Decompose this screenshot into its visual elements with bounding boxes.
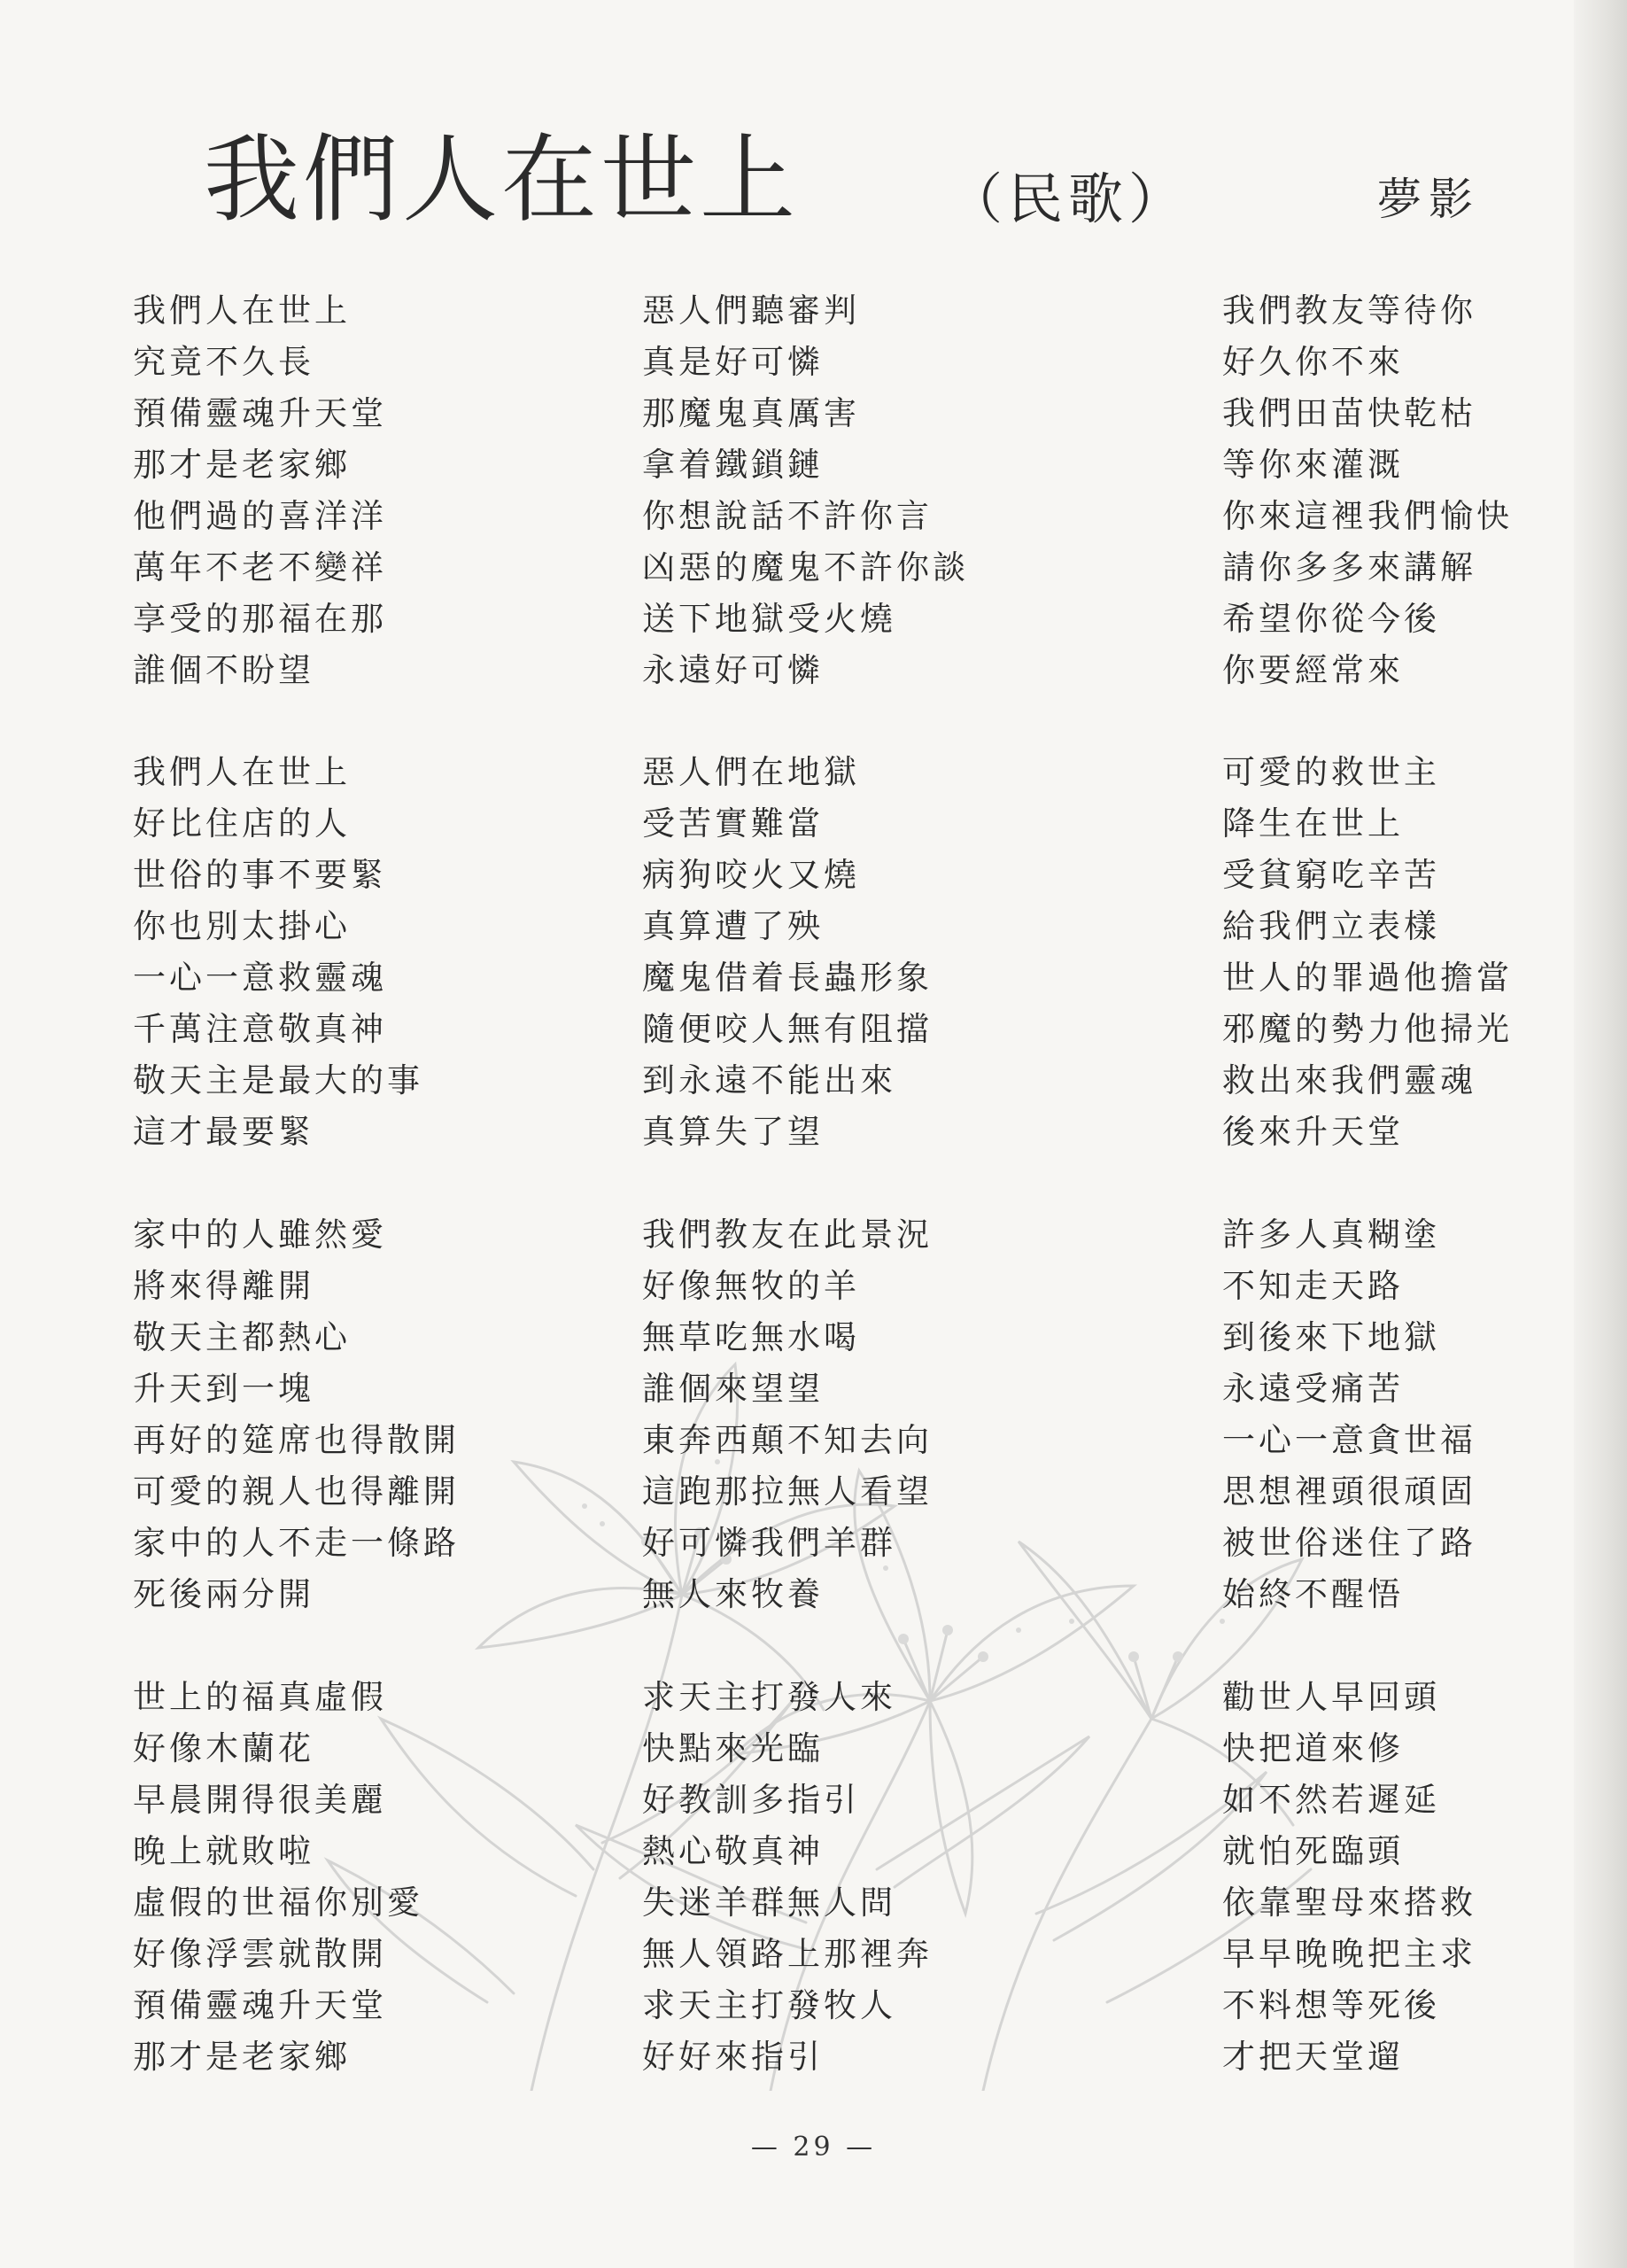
poem-line: 晚上就敗啦 (133, 1832, 314, 1870)
poem-line: 請你多多來講解 (1222, 548, 1476, 586)
poem-line: 病狗咬火又燒 (642, 856, 860, 894)
poem-line: 我們人在世上 (133, 753, 351, 791)
poem-stanza (1222, 747, 1513, 1158)
poem-line: 世人的罪過他擔當 (1222, 959, 1513, 997)
poem-line: 到後來下地獄 (1222, 1318, 1440, 1356)
poem-line: 升天到一塊 (133, 1370, 314, 1408)
poem-line: 勸世人早回頭 (1222, 1678, 1440, 1716)
poem-line: 隨便咬人無有阻擋 (642, 1010, 933, 1048)
poem-line: 他們過的喜洋洋 (133, 497, 387, 535)
poem-line: 快點來光臨 (642, 1729, 824, 1767)
poem-line: 家中的人雖然愛 (133, 1216, 387, 1254)
poem-line: 死後兩分開 (133, 1575, 314, 1613)
poem-line: 你要經常來 (1222, 651, 1404, 689)
poem-stanza (642, 285, 969, 696)
poem-line: 預備靈魂升天堂 (133, 1986, 387, 2024)
poem-stanza (642, 1672, 933, 2083)
poem-line: 失迷羊群無人問 (642, 1884, 896, 1922)
poem-line: 受苦實難當 (642, 804, 824, 843)
poem-line: 你想說話不許你言 (642, 497, 933, 535)
poem-line: 永遠好可憐 (642, 651, 824, 689)
poem-line: 究竟不久長 (133, 343, 314, 381)
poem-line: 惡人們聽審判 (642, 291, 860, 330)
poem-line: 好像浮雲就散開 (133, 1935, 387, 1973)
poem-line: 千萬注意敬真神 (133, 1010, 387, 1048)
poem-line: 享受的那福在那 (133, 600, 387, 638)
poem-line: 依靠聖母來搭救 (1222, 1884, 1476, 1922)
poem-line: 救出來我們靈魂 (1222, 1061, 1476, 1099)
poem-line: 快把道來修 (1222, 1729, 1404, 1767)
poem-line: 一心一意救靈魂 (133, 959, 387, 997)
poem-line: 無人來牧養 (642, 1575, 824, 1613)
poem-line: 早早晚晚把主求 (1222, 1935, 1476, 1973)
poem-line: 凶惡的魔鬼不許你談 (642, 548, 969, 586)
poem-stanza (133, 285, 387, 696)
poem-line: 被世俗迷住了路 (1222, 1524, 1476, 1562)
poem-line: 那才是老家鄉 (133, 2038, 351, 2076)
poem-line: 才把天堂遛 (1222, 2038, 1404, 2076)
poem-line: 降生在世上 (1222, 804, 1404, 843)
poem-line: 敬天主都熱心 (133, 1318, 351, 1356)
poem-line: 我們人在世上 (133, 291, 351, 330)
poem-line: 你來這裡我們愉快 (1222, 497, 1513, 535)
poem-line: 拿着鐵鎖鏈 (642, 446, 824, 484)
poem-line: 將來得離開 (133, 1267, 314, 1305)
author-name: 夢影 (1377, 174, 1480, 225)
poem-line: 世俗的事不要緊 (133, 856, 387, 894)
poem-line: 送下地獄受火燒 (642, 600, 896, 638)
poem-line: 家中的人不走一條路 (133, 1524, 460, 1562)
poem-line: 無人領路上那裡奔 (642, 1935, 933, 1973)
poem-line: 無草吃無水喝 (642, 1318, 860, 1356)
page-title: 我們人在世上 (204, 125, 800, 236)
title-row (204, 125, 1515, 257)
poem-line: 如不然若遲延 (1222, 1781, 1440, 1819)
poem-line: 我們教友等待你 (1222, 291, 1476, 330)
poem-line: 受貧窮吃辛苦 (1222, 856, 1440, 894)
poem-line: 可愛的救世主 (1222, 753, 1440, 791)
poem-line: 再好的筵席也得散開 (133, 1421, 460, 1459)
poem-line: 這跑那拉無人看望 (642, 1472, 933, 1511)
poem-line: 給我們立表樣 (1222, 907, 1440, 945)
poem-line: 世上的福真虛假 (133, 1678, 387, 1716)
poem-line: 好久你不來 (1222, 343, 1404, 381)
poem-line: 好可憐我們羊群 (642, 1524, 896, 1562)
poem-line: 不知走天路 (1222, 1267, 1404, 1305)
poem-line: 好比住店的人 (133, 804, 351, 843)
poem-line: 我們教友在此景況 (642, 1216, 933, 1254)
poem-line: 早晨開得很美麗 (133, 1781, 387, 1819)
poem-stanza (642, 1209, 933, 1620)
poem-line: 萬年不老不變祥 (133, 548, 387, 586)
poem-line: 不料想等死後 (1222, 1986, 1440, 2024)
poem-line: 我們田苗快乾枯 (1222, 394, 1476, 432)
poem-line: 好像無牧的羊 (642, 1267, 860, 1305)
poem-line: 誰個不盼望 (133, 651, 314, 689)
poem-line: 你也別太掛心 (133, 907, 351, 945)
poem-stanza (642, 747, 933, 1158)
poem-line: 惡人們在地獄 (642, 753, 860, 791)
poem-stanza (133, 1672, 423, 2083)
poem-line: 到永遠不能出來 (642, 1061, 896, 1099)
poem-line: 求天主打發牧人 (642, 1986, 896, 2024)
poem-line: 真算失了望 (642, 1113, 824, 1151)
poem-stanza (1222, 285, 1513, 696)
poem-line: 那魔鬼真厲害 (642, 394, 860, 432)
poem-line: 預備靈魂升天堂 (133, 394, 387, 432)
poem-line: 始終不醒悟 (1222, 1575, 1404, 1613)
page-number: — 29 — (750, 2132, 877, 2163)
page-edge-shadow (1574, 0, 1627, 2268)
poem-line: 東奔西顛不知去向 (642, 1421, 933, 1459)
poem-line: 好教訓多指引 (642, 1781, 860, 1819)
poem-stanza (1222, 1672, 1476, 2083)
poem-line: 熱心敬真神 (642, 1832, 824, 1870)
poem-line: 敬天主是最大的事 (133, 1061, 423, 1099)
poem-stanza (133, 747, 423, 1158)
poem-line: 思想裡頭很頑固 (1222, 1472, 1476, 1511)
poem-line: 好像木蘭花 (133, 1729, 314, 1767)
page-subtitle: （民歌） (948, 167, 1189, 231)
poem-line: 後來升天堂 (1222, 1113, 1404, 1151)
poem-line: 許多人真糊塗 (1222, 1216, 1440, 1254)
poem-line: 就怕死臨頭 (1222, 1832, 1404, 1870)
poem-line: 邪魔的勢力他掃光 (1222, 1010, 1513, 1048)
poem-stanza (1222, 1209, 1476, 1620)
poem-line: 這才最要緊 (133, 1113, 314, 1151)
poem-line: 一心一意貪世福 (1222, 1421, 1476, 1459)
poem-line: 好好來指引 (642, 2038, 824, 2076)
poem-line: 求天主打發人來 (642, 1678, 896, 1716)
poem-line: 等你來灌溉 (1222, 446, 1404, 484)
poem-line: 誰個來望望 (642, 1370, 824, 1408)
poem-line: 魔鬼借着長蟲形象 (642, 959, 933, 997)
poem-line: 虛假的世福你別愛 (133, 1884, 423, 1922)
poem-line: 可愛的親人也得離開 (133, 1472, 460, 1511)
poem-line: 真是好可憐 (642, 343, 824, 381)
poem-grid (133, 285, 1550, 2093)
poem-line: 希望你從今後 (1222, 600, 1440, 638)
poem-line: 那才是老家鄉 (133, 446, 351, 484)
poem-line: 真算遭了殃 (642, 907, 824, 945)
poem-stanza (133, 1209, 460, 1620)
poem-line: 永遠受痛苦 (1222, 1370, 1404, 1408)
